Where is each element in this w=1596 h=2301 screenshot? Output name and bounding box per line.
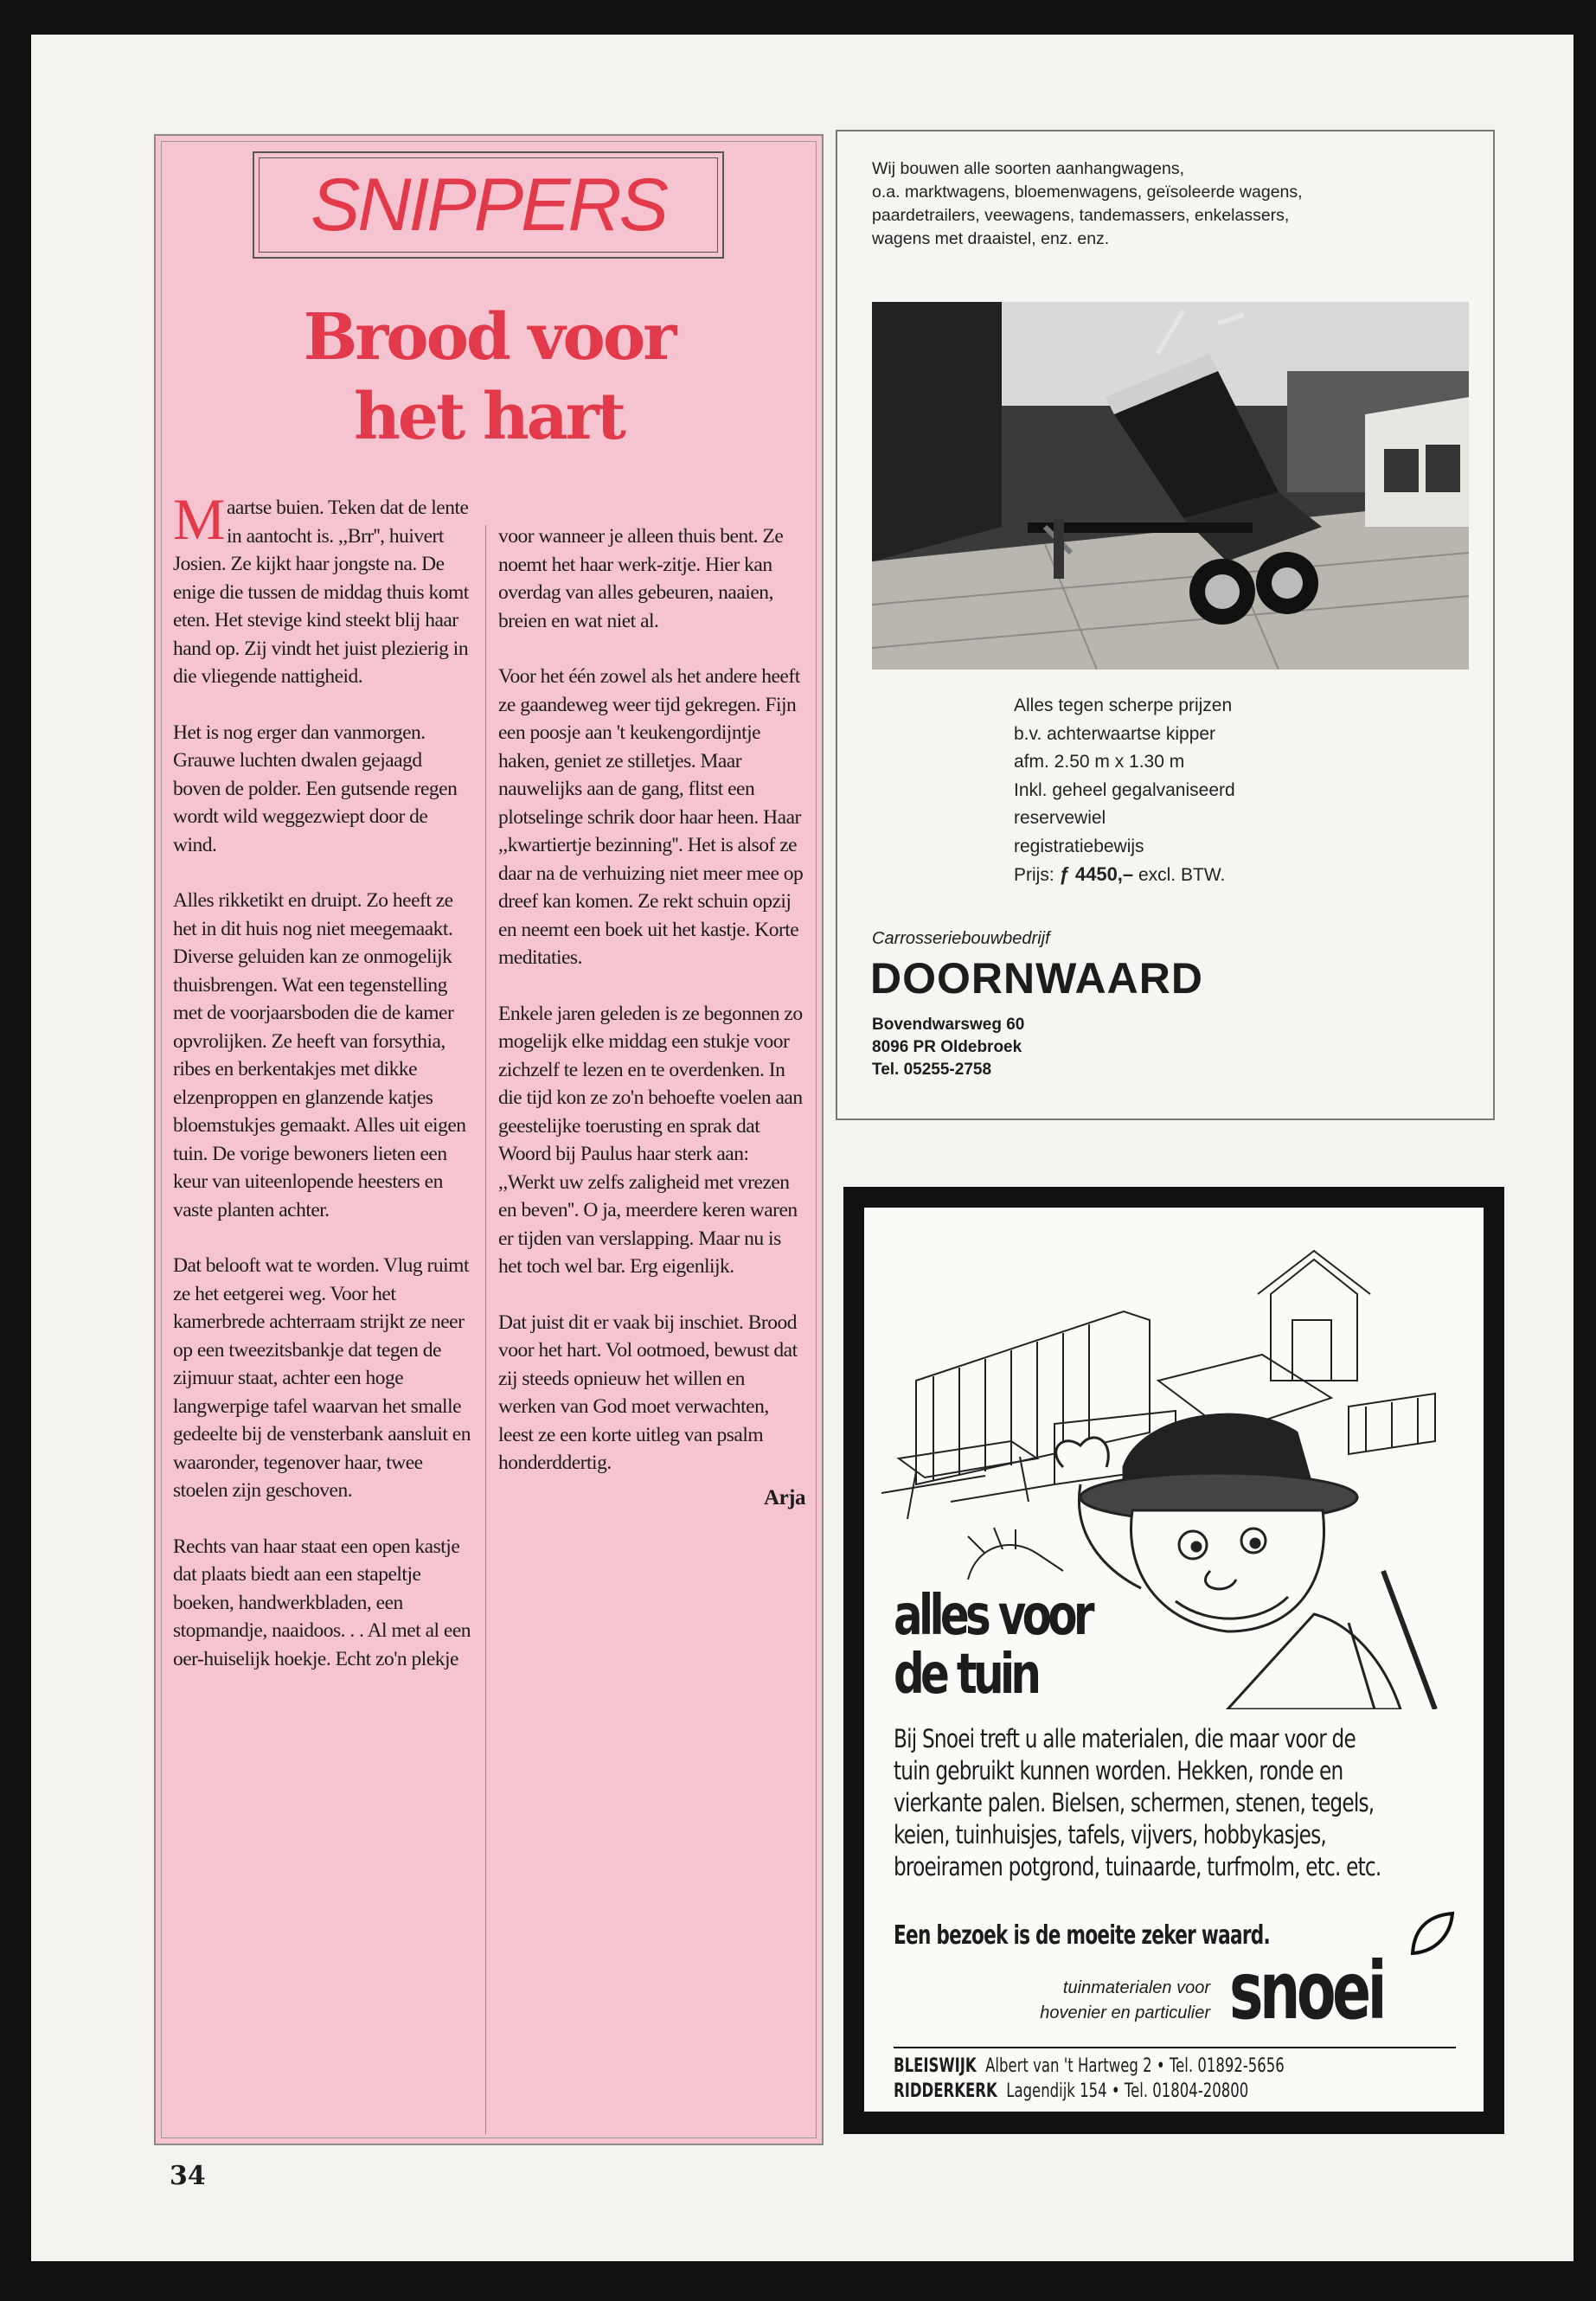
paragraph: Enkele jaren geleden is ze begonnen zo mogelijk elke middag een stukje voor zichzelf te lezen en te overdenken. In die tijd kon ze zo'n behoefte voelen aan geestelijke toerusting en sprak dat Woord bij Paulus haar sterk aan: ,,Werkt uw zelfs zaligheid met vrezen en beven''. O ja, meerdere keren waren er tijden van verslapping. Maar nu is het toch wel bar. Erg eigenlijk. <box>498 1002 803 1278</box>
paragraph: Rechts van haar staat een open kastje dat plaats biedt aan een stapeltje boeken, handwerkbladen, een stopmandje, naaidoos. . . Al met al een oer-huiselijk hoekje. Echt zo'n plekje <box>173 1535 471 1670</box>
slogan-line-2: de tuin <box>894 1643 1038 1707</box>
address-line: 8096 PR Oldebroek <box>872 1038 1022 1056</box>
ad-intro <box>872 157 1477 251</box>
tagline-line: hovenier en particulier <box>1040 2003 1210 2022</box>
ad-intro-line: o.a. marktwagens, bloemenwagens, geïsoleerde wagens, <box>872 183 1303 202</box>
ad-snoei-inner <box>864 1208 1484 2112</box>
author-signature: Arja <box>764 1485 805 1509</box>
scan-edge-top <box>0 0 1596 35</box>
paragraph: Alles rikketikt en druipt. Zo heeft ze het in dit huis nog niet meegemaakt. Diverse geluiden kan ze onmogelijk thuisbrengen. Wat een tegenstelling met de voorjaarsboden die de kamer opvrolijken. Ze heeft van forsythia, ribes en berkentakjes met dikke elzenproppen en glanzende katjes bloemstukjes gemaakt. Alles uit eigen tuin. De vorige bewoners lieten een keur van uiteenlopende heesters en vaste planten achter. <box>173 889 466 1221</box>
company-type: Carrosseriebouwbedrijf <box>872 929 1050 948</box>
spec-line: reservewiel <box>1014 808 1106 828</box>
address-line: Bovendwarsweg 60 <box>872 1016 1025 1034</box>
headline-line-1: Brood voor <box>303 300 675 375</box>
trailer-photo-illustration <box>872 302 1469 670</box>
drop-cap: M <box>173 486 225 552</box>
store-locations <box>894 2054 1285 2104</box>
tagline-line: tuinmaterialen voor <box>1062 1978 1210 1997</box>
leaf-icon <box>1406 1908 1458 1960</box>
section-title: SNIPPERS <box>311 163 666 247</box>
paragraph-text: aartse buien. Teken dat de lente in aantocht is. ,,Brr'', huivert Josien. Ze kijkt haar jongste na. De enige die tussen de middag thuis komt eten. Het stevige kind steekt blij haar hand op. Zij vindt het juist plezierig in die vliegende nattigheid. <box>173 497 469 688</box>
ad-tagline <box>994 1976 1210 2026</box>
divider <box>894 2047 1456 2048</box>
spec-line: afm. 2.50 m x 1.30 m <box>1014 752 1185 772</box>
location-city: RIDDERKERK <box>894 2080 997 2102</box>
scan-edge-bottom <box>0 2261 1596 2301</box>
headline-line-2: het hart <box>354 380 624 454</box>
spec-line: Inkl. geheel gegalvaniseerd <box>1014 779 1235 800</box>
location-row <box>894 2079 1285 2104</box>
article-column-right <box>498 522 805 1512</box>
trailer-photo <box>872 302 1469 670</box>
price-label: Prijs: <box>1014 865 1054 885</box>
company-name: DOORNWAARD <box>870 954 1203 1003</box>
scan-edge-right <box>1574 0 1596 2301</box>
spec-line: registratiebewijs <box>1014 836 1144 856</box>
ad-intro-line: wagens met draaistel, enz. enz. <box>872 229 1110 248</box>
price-line <box>1014 861 1235 890</box>
ad-specs <box>1014 692 1235 890</box>
price-value: ƒ 4450,– <box>1059 863 1134 885</box>
scan-edge-left <box>0 0 31 2301</box>
section-title-box <box>253 151 724 259</box>
paragraph: Het is nog erger dan vanmorgen. Grauwe luchten dwalen gejaagd boven de polder. Een gutsende regen wordt wild weggezwiept door de wind. <box>173 721 458 856</box>
page-number: 34 <box>170 2161 206 2191</box>
price-suffix: excl. BTW. <box>1138 865 1226 885</box>
paragraph: Dat belooft wat te worden. Vlug ruimt ze het eetgerei weg. Voor het kamerbrede achterraam strijkt ze neer op een tweezitsbankje dat tegen de zijmuur staat, achter een hoge langwerpige tafel waarvan het smalle gedeelte bij de vensterbank aansluit en waaronder, tegenover haar, twee stoelen zijn geschoven. <box>173 1254 471 1502</box>
article-column-left <box>173 486 471 1701</box>
ad-snoei <box>843 1187 1504 2134</box>
location-row <box>894 2054 1285 2079</box>
paragraph: voor wanneer je alleen thuis bent. Ze noemt het haar werk-zitje. Hier kan overdag van alles gebeuren, naaien, breien en wat niet al. <box>498 525 784 632</box>
location-address: Albert van 't Hartweg 2 • Tel. 01892-5656 <box>985 2055 1285 2077</box>
spec-line: Alles tegen scherpe prijzen <box>1014 695 1233 715</box>
ad-doornwaard <box>836 130 1495 1120</box>
paragraph: Voor het één zowel als het andere heeft ze gaandeweg weer tijd gekregen. Fijn een poosje aan 't keukengordijntje haken, geniet ze stilletjes. Maar nauwelijks aan de gang, flitst een plotselinge schrik door haar heen. Haar ,,kwartiertje bezinning''. Het is alsof ze daar na de verhuizing niet meer mee op dreef kan komen. Ze rekt schuin opzij en neemt een boek uit het kastje. Korte meditaties. <box>498 665 804 969</box>
ad-intro-line: paardetrailers, veewagens, tandemassers, enkelassers, <box>872 206 1290 225</box>
snoei-logo: snoei <box>1229 1945 1384 2037</box>
ad-body-text: Bij Snoei treft u alle materialen, die maar voor de tuin gebruikt kunnen worden. Hekken, ronde en vierkante palen. Bielsen, schermen, stenen, tegels, keien, tuinhuisjes, tafels, vijvers, hobbykasjes, broeiramen potgrond, tuinaarde, turfmolm, etc. etc. <box>894 1724 1381 1881</box>
ad-intro-line: Wij bouwen alle soorten aanhangwagens, <box>872 159 1184 178</box>
article-snippers <box>154 134 824 2145</box>
spec-line: b.v. achterwaartse kipper <box>1014 723 1216 744</box>
address-line: Tel. 05255-2758 <box>872 1061 992 1079</box>
paragraph: Dat juist dit er vaak bij inschiet. Brood voor het hart. Vol ootmoed, bewust dat zij steeds opnieuw het willen en werken van God moet verwachten, leest ze een korte uitleg van psalm honderddertig. <box>498 1311 798 1474</box>
slogan-line-1: alles voor <box>894 1584 1091 1648</box>
company-address <box>872 1014 1024 1081</box>
location-address: Lagendijk 154 • Tel. 01804-20800 <box>1006 2080 1249 2102</box>
ad-call-to-action: Een bezoek is de moeite zeker waard. <box>894 1920 1271 1951</box>
section-title-inner <box>259 157 718 253</box>
column-divider <box>485 525 486 2134</box>
paragraph <box>173 486 471 691</box>
location-city: BLEISWIJK <box>894 2055 977 2077</box>
